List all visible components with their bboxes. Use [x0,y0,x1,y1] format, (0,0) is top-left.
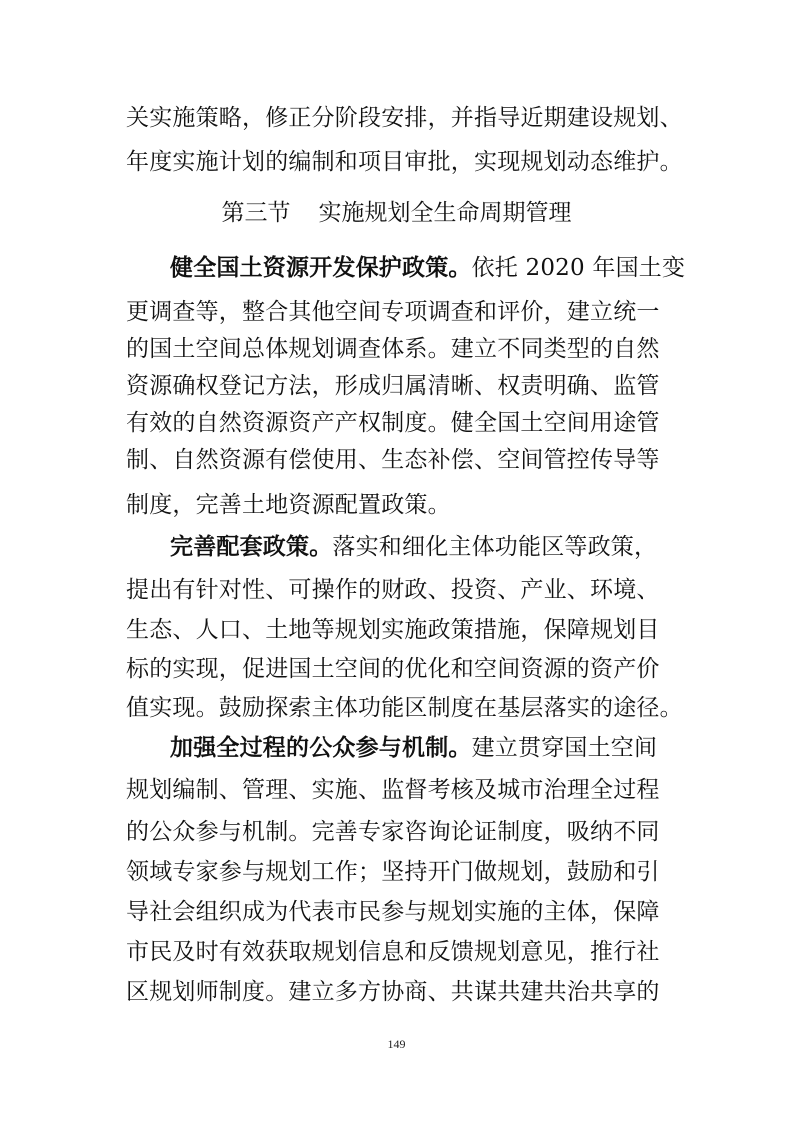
text-line-content: 值实现。鼓励探索主体功能区制度在基层落实的途径。 [126,695,683,721]
paragraph-text: 建立贯穿国土空间 [471,735,658,761]
paragraph-lead: 加强全过程的公众参与机制。 [170,735,472,761]
paragraph-lead: 健全国土资源开发保护政策。 [170,255,472,281]
text-line-content: 制度，完善土地资源配置政策。 [126,492,451,518]
paragraph-text: 落实和细化主体功能区等政策， [332,534,658,560]
text-line-content: 区规划师制度。建立多方协商、共谋共建共治共享的 [126,979,660,1005]
text-line-content: 提出有针对性、可操作的财政、投资、产业、环境、 [126,577,660,603]
page-number: 149 [387,1037,406,1051]
paragraph-text: 依托 2020 年国土变 [471,255,686,281]
section-title: 实施规划全生命周期管理 [318,200,572,226]
text-line-content: 年度实施计划的编制和项目审批，实现规划动态维护。 [126,149,683,175]
text-line-content: 有效的自然资源资产产权制度。健全国土空间用途管 [126,410,660,436]
text-line-content: 规划编制、管理、实施、监督考核及城市治理全过程 [126,777,660,803]
text-line-content: 导社会组织成为代表市民参与规划实施的主体，保障 [126,899,660,925]
text-line-content: 资源确权登记方法，形成归属清晰、权责明确、监管 [126,373,660,399]
text-line-content: 关实施策略，修正分阶段安排，并指导近期建设规划、 [126,105,683,131]
text-line-content: 制、自然资源有偿使用、生态补偿、空间管控传导等 [126,447,660,473]
text-line-content: 标的实现，促进国土空间的优化和空间资源的资产价 [126,656,660,682]
text-line-content: 的公众参与机制。完善专家咨询论证制度，吸纳不同 [126,819,660,845]
text-line-content: 市民及时有效获取规划信息和反馈规划意见，推行社 [126,939,660,965]
section-heading [0,198,793,228]
text-line-content: 生态、人口、土地等规划实施政策措施，保障规划目 [126,617,660,643]
text-line-content: 更调查等，整合其他空间专项调查和评价，建立统一 [126,299,660,325]
paragraph-lead: 完善配套政策。 [170,534,333,560]
section-number: 第三节 [221,200,291,226]
text-line-content: 领域专家参与规划工作；坚持开门做规划，鼓励和引 [126,859,660,885]
text-line-content: 的国土空间总体规划调查体系。建立不同类型的自然 [126,336,660,362]
